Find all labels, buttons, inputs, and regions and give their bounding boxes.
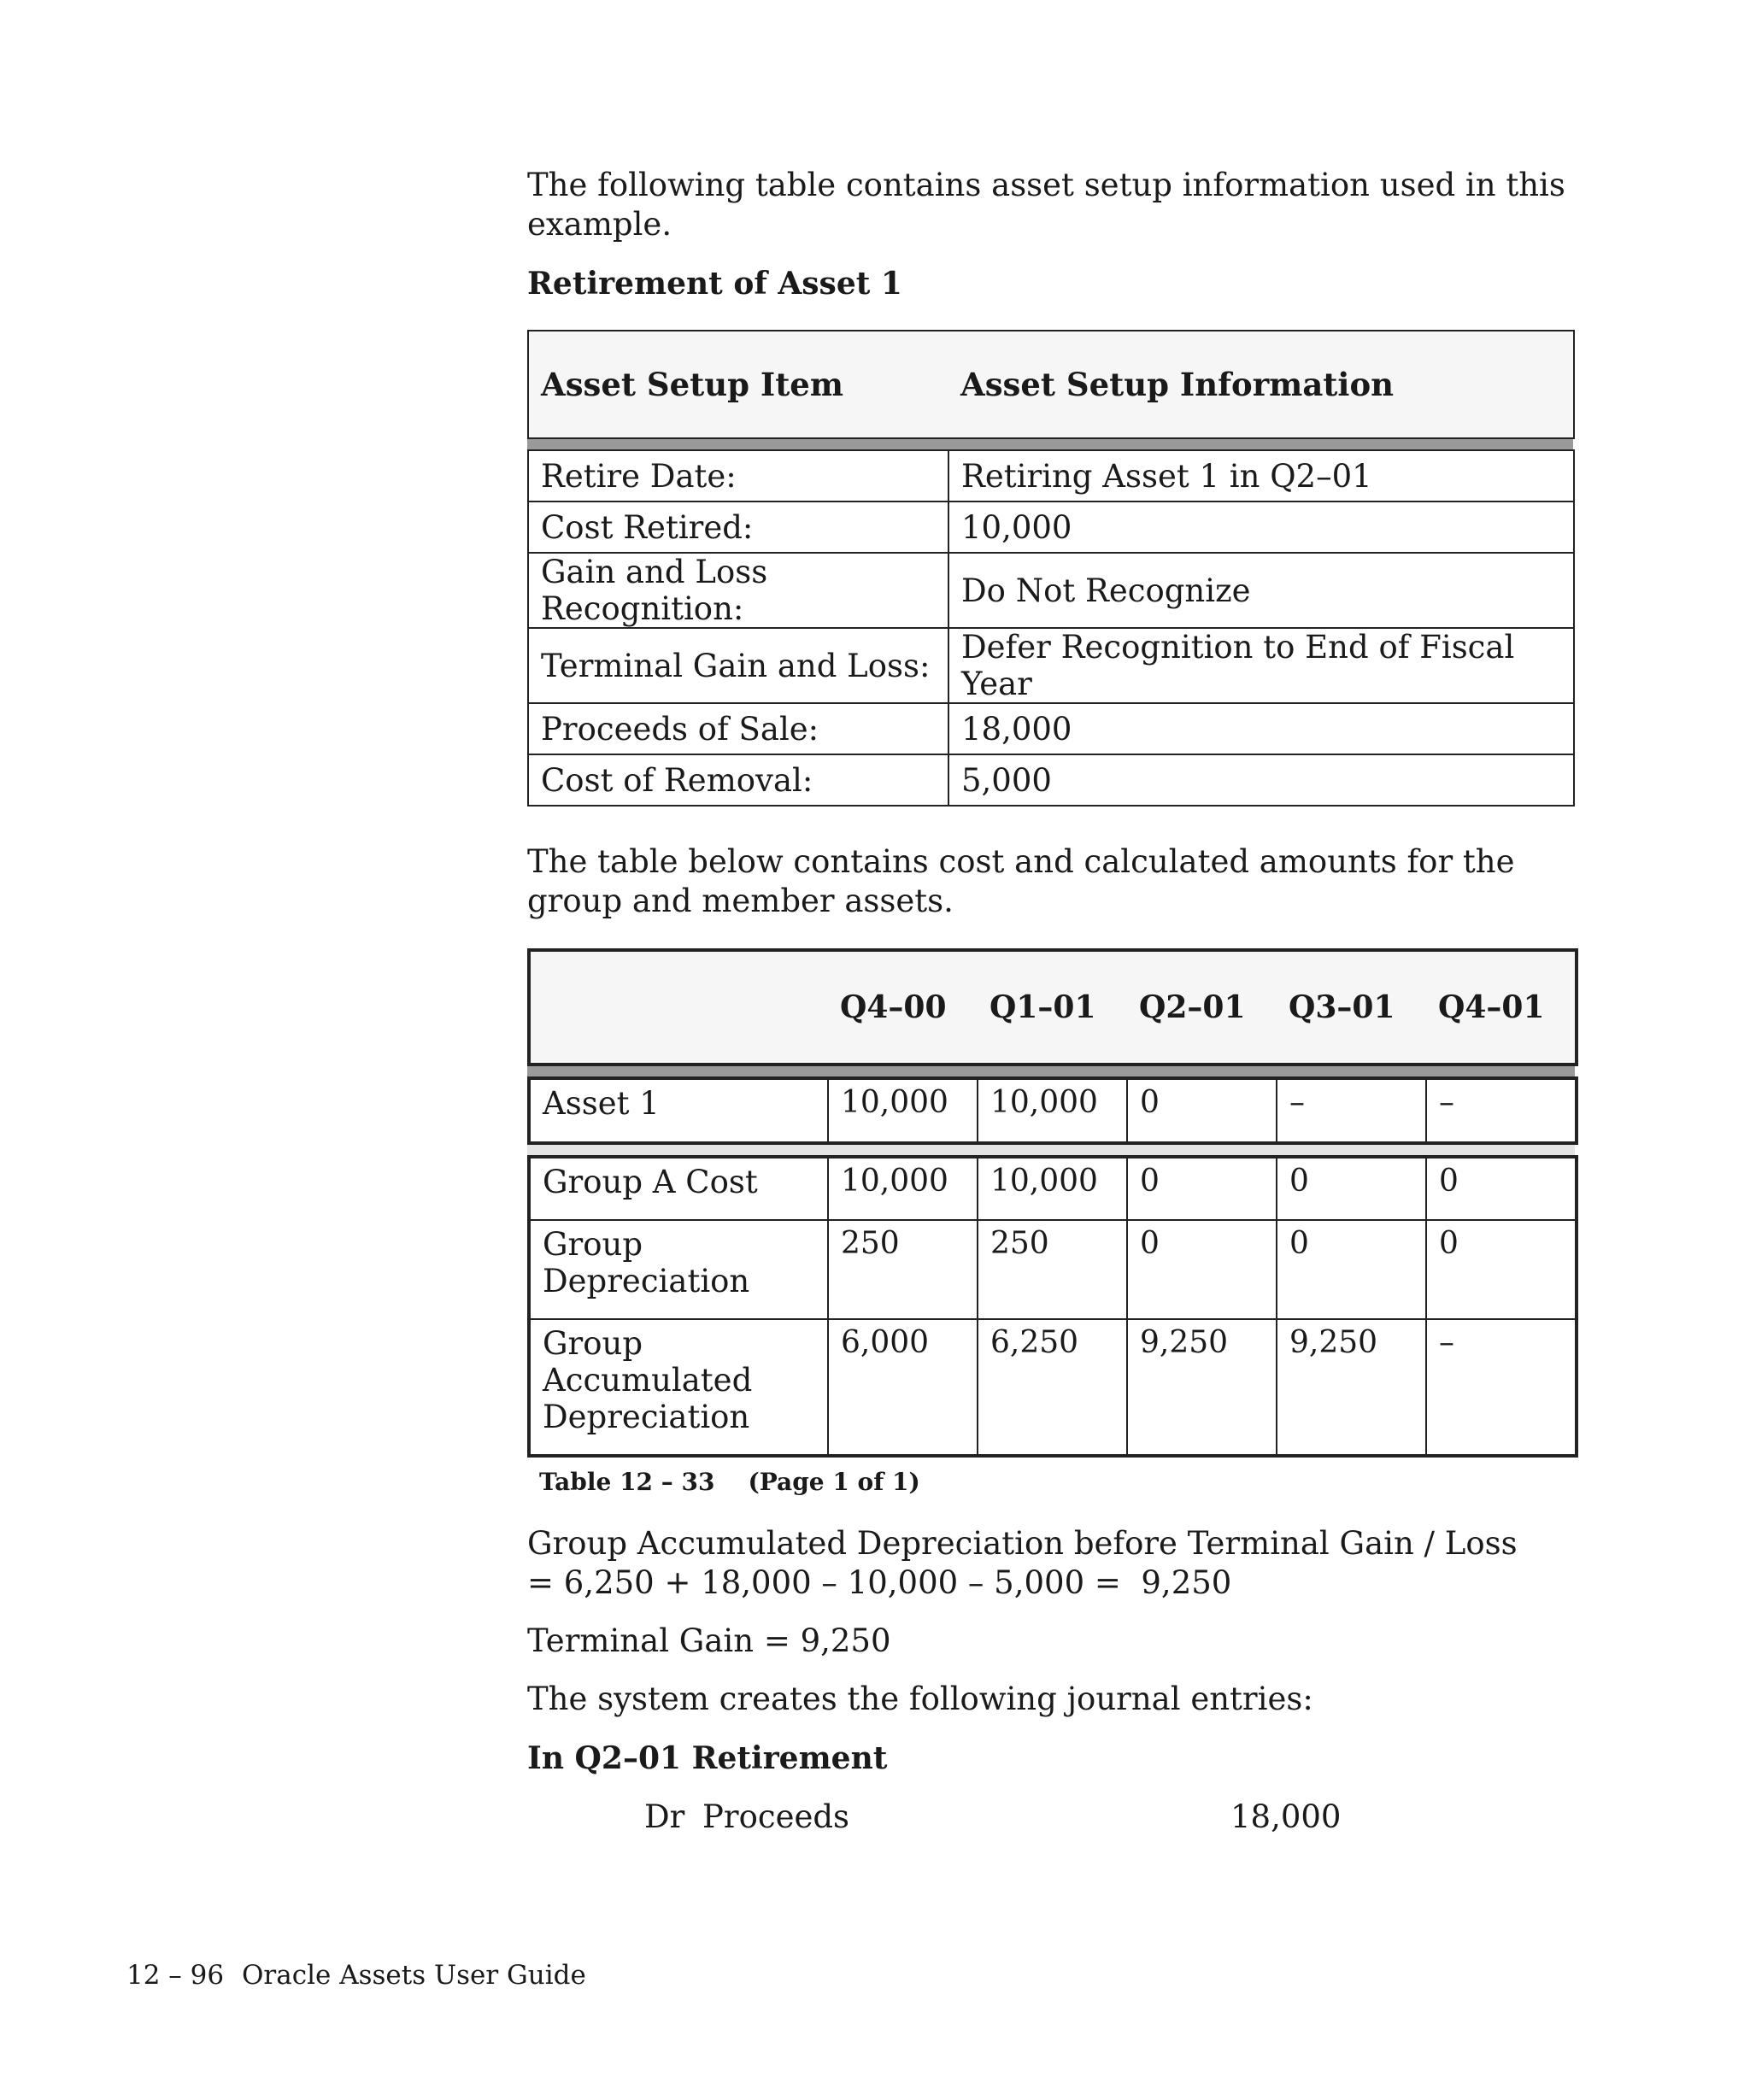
intro-paragraph-1 [527, 166, 1573, 244]
table-row [529, 1319, 1577, 1456]
cell-value: 10,000 [978, 1157, 1127, 1220]
setup-item: Gain and Loss Recognition: [528, 553, 948, 628]
header-q1-01: Q1–01 [978, 950, 1127, 1065]
journal-intro: The system creates the following journal entries: [527, 1681, 1313, 1717]
intro-text-2: The table below contains cost and calculated amounts for the group and member assets. [527, 843, 1515, 919]
footer-book-title: Oracle Assets User Guide [242, 1960, 586, 1991]
group-rows-table [527, 1155, 1578, 1458]
header-q3-01: Q3–01 [1277, 950, 1426, 1065]
row-label: Group Depreciation [529, 1220, 828, 1319]
setup-info: 5,000 [948, 754, 1574, 806]
table-header-row [528, 331, 1574, 438]
intro-paragraph-2 [527, 842, 1573, 921]
formula-line-1: Group Accumulated Depreciation before Terminal Gain / Loss [527, 1525, 1518, 1562]
quarter-header-row [529, 950, 1577, 1065]
formula-line-2: = 6,250 + 18,000 – 10,000 – 5,000 = 9,250 [527, 1564, 1232, 1601]
table-row [528, 703, 1574, 754]
header-q4-01: Q4–01 [1426, 950, 1577, 1065]
setup-info: Retiring Asset 1 in Q2–01 [948, 450, 1574, 502]
intro-text-1: The following table contains asset setup information used in this example. [527, 167, 1565, 243]
table-row [529, 1078, 1577, 1143]
header-q2-01: Q2–01 [1127, 950, 1277, 1065]
group-separator [527, 1145, 1575, 1155]
cell-value: – [1277, 1078, 1426, 1143]
cell-value: 0 [1277, 1220, 1426, 1319]
cell-value: 0 [1277, 1157, 1426, 1220]
cell-value: 10,000 [978, 1078, 1127, 1143]
cell-value: 10,000 [828, 1157, 978, 1220]
journal-account: Proceeds [702, 1798, 850, 1835]
row-label: Group A Cost [529, 1157, 828, 1220]
cell-value: 0 [1127, 1157, 1277, 1220]
cell-value: 9,250 [1127, 1319, 1277, 1456]
asset-setup-table [527, 330, 1573, 807]
journal-amount: 18,000 [1230, 1798, 1342, 1835]
footer-page-number: 12 – 96 [126, 1960, 225, 1991]
cell-value: 6,250 [978, 1319, 1127, 1456]
table-caption: Table 12 – 33 (Page 1 of 1) [539, 1468, 920, 1496]
cell-value: 250 [828, 1220, 978, 1319]
table-row [528, 450, 1574, 502]
table1-title-wrap [527, 265, 1573, 302]
cell-value: 9,250 [1277, 1319, 1426, 1456]
table-row [528, 628, 1574, 703]
header-separator [527, 1066, 1575, 1076]
setup-info: Defer Recognition to End of Fiscal Year [948, 628, 1574, 703]
cell-value: 0 [1127, 1078, 1277, 1143]
header-blank [529, 950, 828, 1065]
table-row [528, 754, 1574, 806]
table-row [529, 1220, 1577, 1319]
setup-item: Retire Date: [528, 450, 948, 502]
table1-title: Retirement of Asset 1 [527, 266, 902, 302]
journal-heading: In Q2–01 Retirement [527, 1740, 888, 1776]
setup-item: Terminal Gain and Loss: [528, 628, 948, 703]
cell-value: – [1426, 1078, 1577, 1143]
cell-value: 0 [1426, 1157, 1577, 1220]
journal-heading-block [527, 1739, 1573, 1777]
cell-value: 10,000 [828, 1078, 978, 1143]
asset-row-table [527, 1076, 1578, 1145]
table-row [528, 553, 1574, 628]
setup-info: 10,000 [948, 502, 1574, 553]
setup-item: Cost of Removal: [528, 754, 948, 806]
cell-value: 250 [978, 1220, 1127, 1319]
setup-item: Cost Retired: [528, 502, 948, 553]
formula-block [527, 1524, 1573, 1603]
row-label: Group Accumulated Depreciation [529, 1319, 828, 1456]
journal-side: Dr [644, 1798, 685, 1835]
asset-setup-header-table [527, 330, 1575, 439]
setup-info: 18,000 [948, 703, 1574, 754]
journal-intro-block [527, 1680, 1573, 1719]
asset-setup-body-table [527, 449, 1575, 807]
terminal-gain-block [527, 1622, 1573, 1661]
row-label: Asset 1 [529, 1078, 828, 1143]
cost-amounts-table [527, 948, 1575, 1496]
setup-info: Do Not Recognize [948, 553, 1574, 628]
cell-value: – [1426, 1319, 1577, 1456]
header-q4-00: Q4–00 [828, 950, 978, 1065]
table-row [528, 502, 1574, 553]
cell-value: 6,000 [828, 1319, 978, 1456]
cell-value: 0 [1127, 1220, 1277, 1319]
cell-value: 0 [1426, 1220, 1577, 1319]
header-asset-setup-information: Asset Setup Information [948, 331, 1574, 438]
header-asset-setup-item: Asset Setup Item [528, 331, 948, 438]
terminal-gain: Terminal Gain = 9,250 [527, 1622, 891, 1659]
table-row [529, 1157, 1577, 1220]
cost-amounts-header-table [527, 948, 1578, 1066]
setup-item: Proceeds of Sale: [528, 703, 948, 754]
header-separator [527, 439, 1573, 449]
